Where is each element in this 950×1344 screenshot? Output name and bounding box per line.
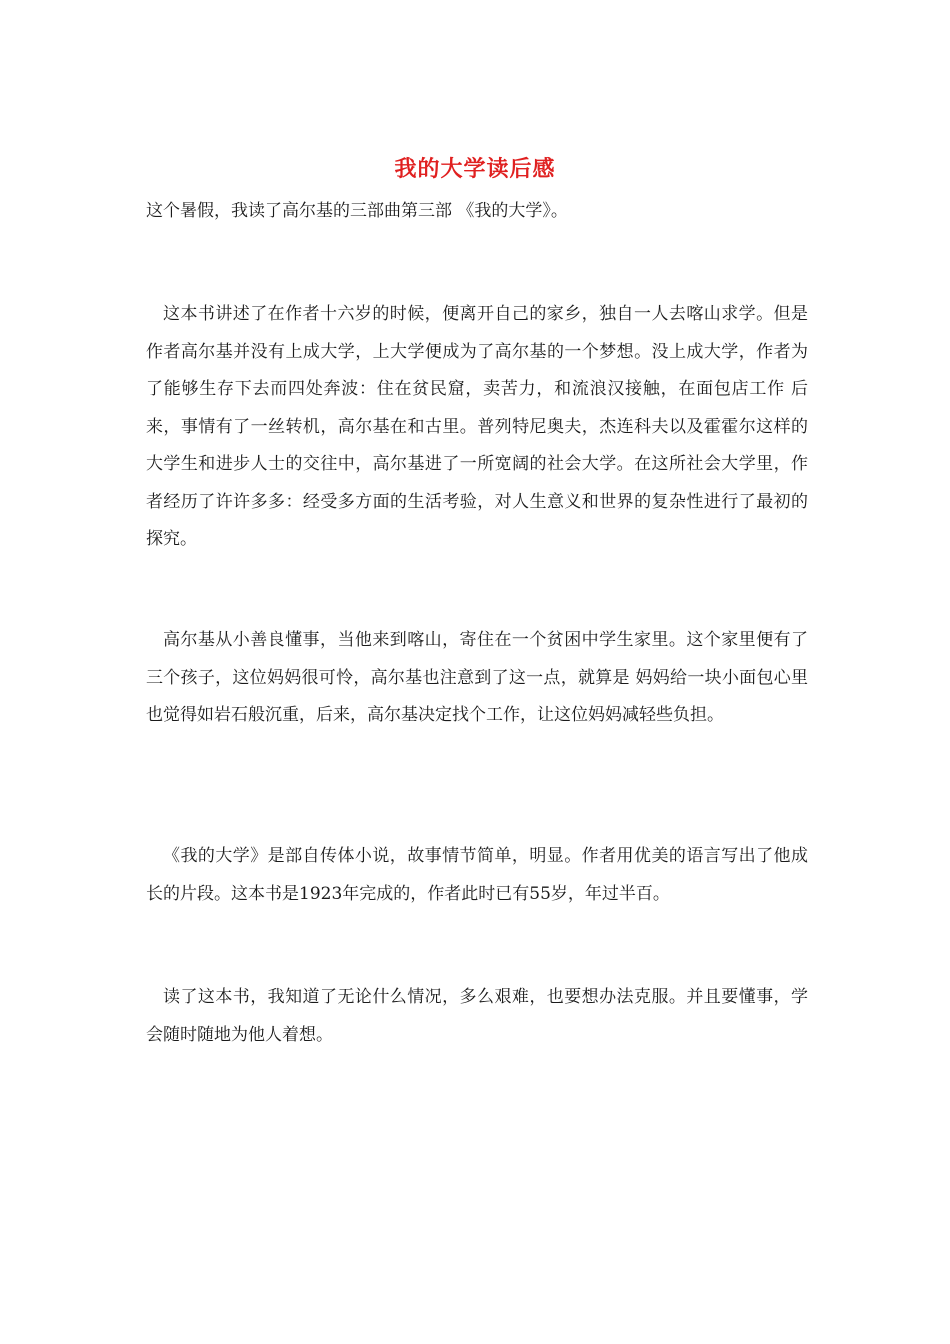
document-title: 我的大学读后感 — [394, 156, 556, 182]
paragraph-1: 这本书讲述了在作者十六岁的时候，便离开自己的家乡，独自一人去喀山求学。但是作者高尔基并没有上成大学，上大学便成为了高尔基的一个梦想。没上成大学，作者为了能够生存下去而四处奔波：住在贫民窟，卖苦力，和流浪汉接触，在面包店工作 后来，事情有了一丝转机，高尔基在和古里。普列特尼奥夫，杰连科夫以及霍霍尔这样的大学生和进步人士的交往中，高尔基进了一所宽阔的社会大学。在这所社会大学里，作者经历了许许多多：经受多方面的生活考验，对人生意义和世界的复杂性进行了最初的探究。 — [146, 304, 808, 549]
paragraph-3: 《我的大学》是部自传体小说，故事情节简单，明显。作者用优美的语言写出了他成长的片段。这本书是1923年完成的，作者此时已有55岁，年过半百。 — [146, 846, 808, 904]
paragraph-2: 高尔基从小善良懂事，当他来到喀山，寄住在一个贫困中学生家里。这个家里便有了三个孩子，这位妈妈很可怜，高尔基也注意到了这一点，就算是 妈妈给一块小面包心里也觉得如岩石般沉重，后来，高尔基决定找个工作，让这位妈妈减轻些负担。 — [146, 630, 808, 725]
paragraph-4: 读了这本书，我知道了无论什么情况，多么艰难，也要想办法克服。并且要懂事，学会随时随地为他人着想。 — [146, 987, 808, 1045]
intro-paragraph: 这个暑假，我读了高尔基的三部曲第三部 《我的大学》。 — [146, 201, 568, 221]
